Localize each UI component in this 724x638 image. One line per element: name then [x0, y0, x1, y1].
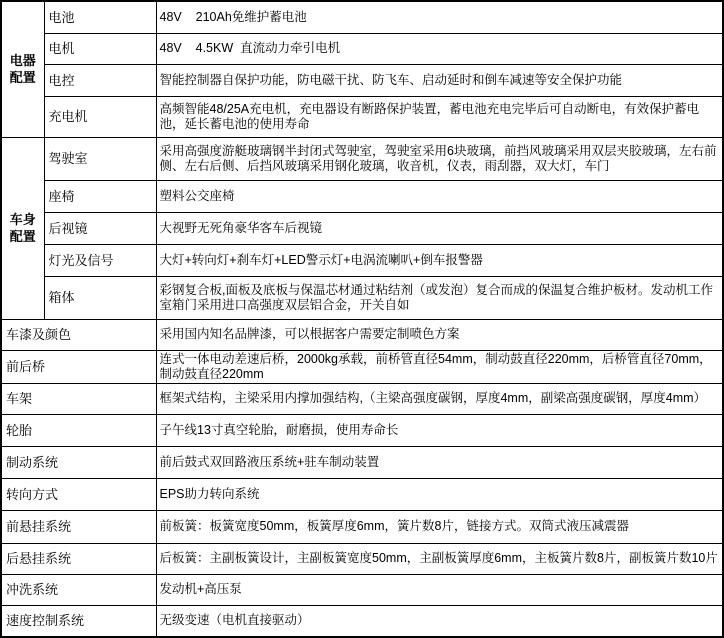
spec-label: 车架 [1, 383, 156, 414]
group-label: 电器配置 [9, 53, 36, 86]
table-row [1, 350, 723, 383]
table-row [1, 605, 723, 637]
spec-value: 采用高强度游艇玻璃钢半封闭式驾驶室，驾驶室采用6块玻璃，前挡风玻璃采用双层夹胶玻璃，左右前侧、左右后侧、后挡风玻璃采用钢化玻璃，收音机，仪表，雨刮器，双大灯，车门 [156, 137, 723, 180]
spec-label: 电池 [44, 1, 156, 33]
spec-value: 彩钢复合板,面板及底板与保温芯材通过粘结剂（或发泡）复合而成的保温复合维护板材。发动机工作室箱门采用进口高强度双层铝合金，开关自如 [156, 276, 723, 319]
table-row [1, 1, 723, 33]
table-row [1, 574, 723, 605]
spec-value: 发动机+高压泵 [156, 574, 723, 605]
spec-label: 车漆及颜色 [1, 319, 156, 350]
spec-label: 驾驶室 [44, 137, 156, 180]
table-row [1, 414, 723, 446]
table-row [1, 543, 723, 574]
table-row [1, 319, 723, 350]
group-header-electrical [1, 1, 44, 137]
table-row [1, 510, 723, 543]
table-row [1, 244, 723, 276]
spec-label: 转向方式 [1, 478, 156, 510]
spec-value: 采用国内知名品牌漆，可以根据客户需要定制喷色方案 [156, 319, 723, 350]
spec-value: 前板簧：板簧宽度50mm，板簧厚度6mm，簧片数8片，链接方式。双筒式液压减震器 [156, 510, 723, 543]
spec-value: EPS助力转向系统 [156, 478, 723, 510]
spec-label: 制动系统 [1, 446, 156, 478]
group-header-body [1, 137, 44, 319]
table-row [1, 33, 723, 64]
spec-value: 大视野无死角豪华客车后视镜 [156, 212, 723, 244]
spec-label: 轮胎 [1, 414, 156, 446]
spec-value: 框架式结构，主梁采用内撑加强结构,（主梁高强度碳钢，厚度4mm，副梁高强度碳钢，厚度4mm） [156, 383, 723, 414]
spec-label: 灯光及信号 [44, 244, 156, 276]
table-row [1, 64, 723, 96]
spec-value: 无级变速（电机直接驱动） [156, 605, 723, 637]
spec-label: 座椅 [44, 180, 156, 212]
spec-label: 速度控制系统 [1, 605, 156, 637]
spec-label: 前悬挂系统 [1, 510, 156, 543]
spec-value: 塑料公交座椅 [156, 180, 723, 212]
group-label: 车身配置 [9, 212, 36, 244]
table-row [1, 383, 723, 414]
spec-value: 高频智能48/25A充电机，充电器设有断路保护装置，蓄电池充电完毕后可自动断电，有效保护蓄电池，延长蓄电池的使用寿命 [156, 96, 723, 137]
spec-label: 充电机 [44, 96, 156, 137]
spec-label: 后视镜 [44, 212, 156, 244]
table-row [1, 446, 723, 478]
spec-value: 后板簧：主副板簧设计，主副板簧宽度50mm，主副板簧厚度6mm，主板簧片数8片，副板簧片数10片 [156, 543, 723, 574]
spec-label: 电控 [44, 64, 156, 96]
table-row [1, 276, 723, 319]
table-row [1, 96, 723, 137]
table-row [1, 212, 723, 244]
spec-label: 前后桥 [1, 350, 156, 383]
spec-value: 前后鼓式双回路液压系统+驻车制动装置 [156, 446, 723, 478]
table-row [1, 478, 723, 510]
table-row [1, 180, 723, 212]
spec-label: 电机 [44, 33, 156, 64]
spec-value: 智能控制器自保护功能，防电磁干扰、防飞车、启动延时和倒车减速等安全保护功能 [156, 64, 723, 96]
spec-value: 48V 210Ah免维护蓄电池 [156, 1, 723, 33]
table-row [1, 137, 723, 180]
spec-value: 子午线13寸真空轮胎，耐磨损，使用寿命长 [156, 414, 723, 446]
spec-label: 箱体 [44, 276, 156, 319]
spec-value: 大灯+转向灯+刹车灯+LED警示灯+电涡流喇叭+倒车报警器 [156, 244, 723, 276]
spec-label: 冲洗系统 [1, 574, 156, 605]
spec-label: 后悬挂系统 [1, 543, 156, 574]
spec-value: 连式一体电动差速后桥，2000kg承载，前桥管直径54mm，制动鼓直径220mm，后桥管直径70mm，制动鼓直径220mm [156, 350, 723, 383]
spec-value: 48V 4.5KW 直流动力牵引电机 [156, 33, 723, 64]
